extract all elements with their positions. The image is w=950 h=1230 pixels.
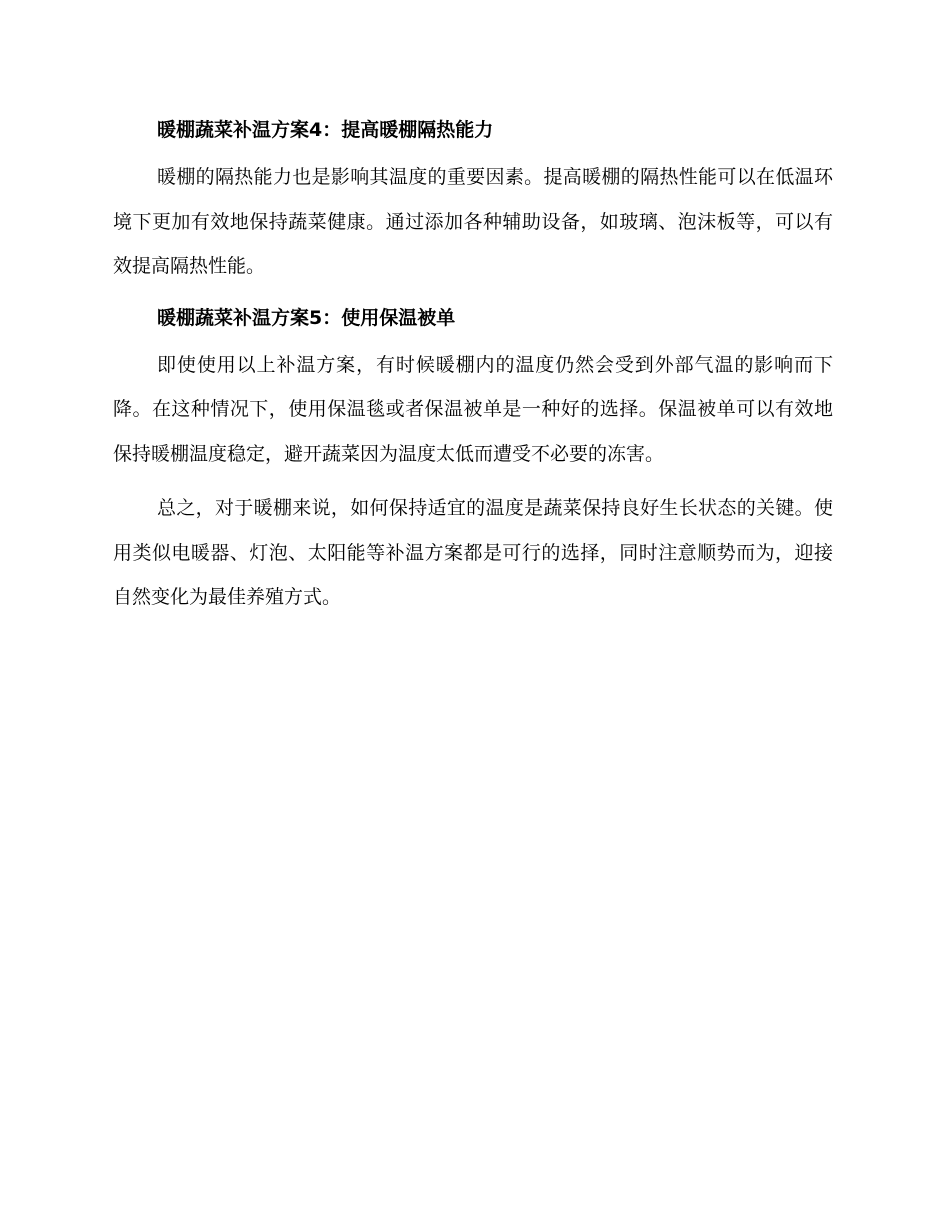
section-heading-plan-4: 暖棚蔬菜补温方案4：提高暖棚隔热能力 (157, 119, 494, 141)
section-heading-plan-5: 暖棚蔬菜补温方案5：使用保温被单 (157, 306, 456, 329)
conclusion-paragraph: 总之，对于暖棚来说，如何保持适宜的温度是蔬菜保持良好生长状态的关键。使用类似电暖器、灯泡、太阳能等补温方案都是可行的选择，同时注意顺势而为，迎接自然变化为最佳养殖方式。 (113, 497, 833, 608)
section-paragraph-plan-5: 即使使用以上补温方案，有时候暖棚内的温度仍然会受到外部气温的影响而下降。在这种情况下，使用保温毯或者保温被单是一种好的选择。保温被单可以有效地保持暖棚温度稳定，避开蔬菜因为温度太低而遭受不必要的冻害。 (113, 353, 833, 465)
document-body (113, 110, 833, 620)
section-paragraph-plan-4: 暖棚的隔热能力也是影响其温度的重要因素。提高暖棚的隔热性能可以在低温环境下更加有效地保持蔬菜健康。通过添加各种辅助设备，如玻璃、泡沫板等，可以有效提高隔热性能。 (113, 166, 833, 277)
